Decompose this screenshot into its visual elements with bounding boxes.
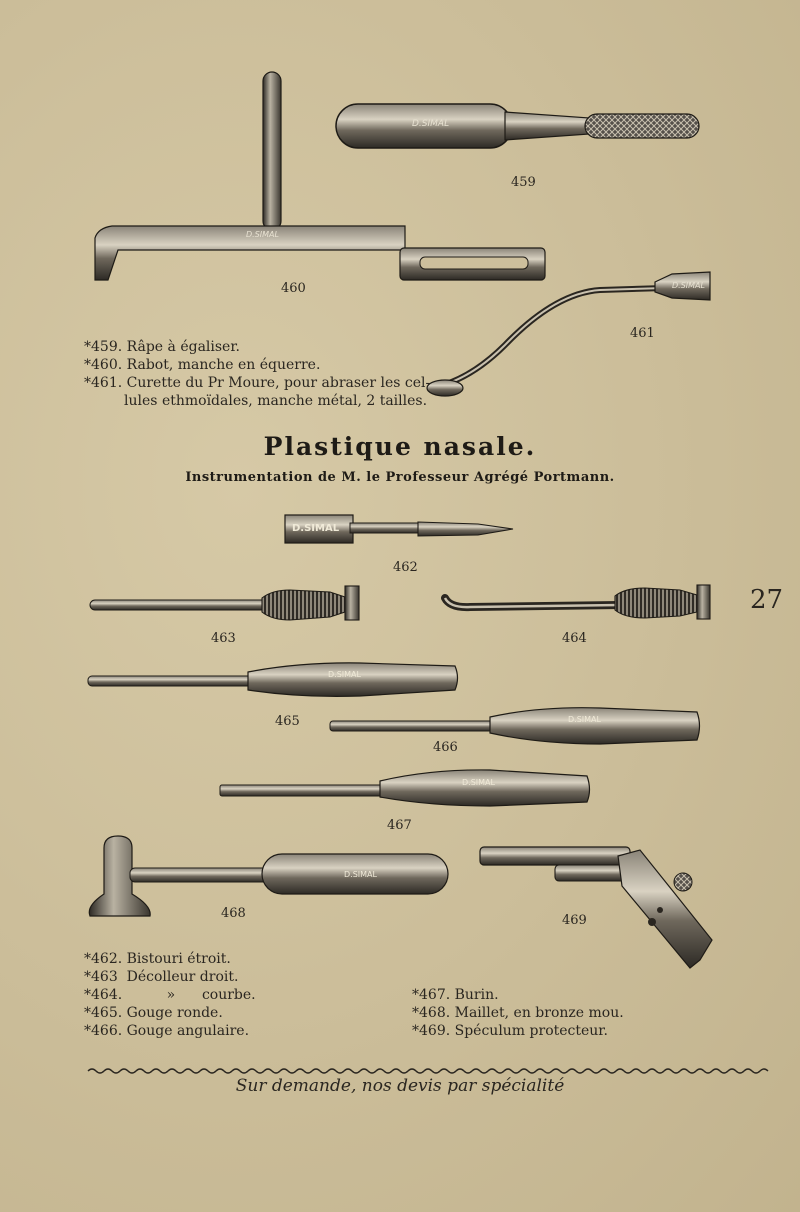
instrument-461-curette	[427, 272, 710, 396]
top-caption-block	[84, 338, 430, 410]
footer-note: Sur demande, nos devis par spécialité	[235, 1076, 565, 1096]
section-subtitle: Instrumentation de M. le Professeur Agrégé Portmann.	[185, 470, 615, 485]
figure-label-464: 464	[562, 631, 587, 646]
maker-mark-459: D.SIMAL	[412, 119, 450, 129]
caption-459: *459. Râpe à égaliser.	[84, 339, 240, 355]
caption-463: *463 Décolleur droit.	[84, 969, 239, 985]
bottom-caption-right	[412, 986, 624, 1040]
instrument-463-straight-elevator	[90, 586, 359, 620]
caption-464: *464. » courbe.	[84, 987, 256, 1003]
figure-label-467: 467	[387, 818, 412, 833]
figure-label-465: 465	[275, 714, 300, 729]
caption-466: *466. Gouge angulaire.	[84, 1023, 250, 1039]
bottom-caption-left	[84, 950, 256, 1040]
section-title: Plastique nasale.	[263, 432, 537, 461]
figure-label-463: 463	[211, 631, 236, 646]
maker-mark-462: D.SIMAL	[292, 523, 340, 534]
figure-label-461: 461	[630, 326, 655, 341]
instrument-465-round-gouge	[88, 663, 458, 696]
maker-mark-461: D.SIMAL	[672, 281, 705, 290]
caption-469: *469. Spéculum protecteur.	[412, 1023, 608, 1039]
figure-label-466: 466	[433, 740, 458, 755]
caption-467: *467. Burin.	[412, 987, 499, 1003]
figure-label-468: 468	[221, 906, 246, 921]
maker-mark-468: D.SIMAL	[344, 870, 377, 879]
instrument-467-chisel	[220, 770, 590, 806]
caption-468: *468. Maillet, en bronze mou.	[412, 1005, 624, 1021]
instrument-469-speculum	[480, 847, 712, 968]
wavy-rule	[88, 1069, 768, 1073]
maker-mark-465: D.SIMAL	[328, 670, 361, 679]
figure-label-462: 462	[393, 560, 418, 575]
instrument-460-plane	[95, 72, 545, 280]
instrument-466-angular-gouge	[330, 708, 700, 744]
maker-mark-466: D.SIMAL	[568, 715, 601, 724]
instrument-464-curved-elevator	[445, 585, 710, 619]
caption-465: *465. Gouge ronde.	[84, 1005, 223, 1021]
maker-mark-460: D.SIMAL	[246, 230, 279, 239]
caption-462: *462. Bistouri étroit.	[84, 951, 231, 967]
caption-461-line2: lules ethmoïdales, manche métal, 2 tailles.	[84, 393, 428, 409]
figure-label-469: 469	[562, 913, 587, 928]
instrument-459-rasp	[336, 104, 699, 148]
caption-461-line1: *461. Curette du Pr Moure, pour abraser les cel-	[84, 375, 431, 391]
maker-mark-467: D.SIMAL	[462, 778, 495, 787]
caption-460: *460. Rabot, manche en équerre.	[84, 357, 321, 373]
figure-label-460: 460	[281, 281, 306, 296]
page-number: 27	[750, 585, 784, 615]
figure-label-459: 459	[511, 175, 536, 190]
instrument-468-mallet	[89, 836, 448, 916]
